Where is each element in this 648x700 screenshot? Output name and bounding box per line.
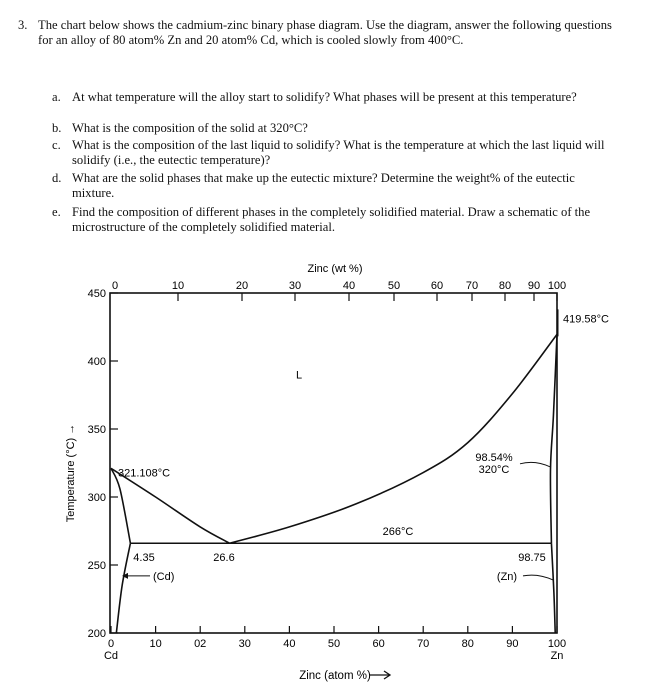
x-axis-arrow-icon [370,671,390,679]
region-label-zn: (Zn) [496,570,518,583]
x-end-label-cd: Cd [103,650,119,662]
subquestion-text: What is the composition of the last liquid to solidify? What is the temperature at which the last liquid will solidify (i.e., the eutectic temperature)? [72,138,605,167]
x-tick-label: 50 [327,638,341,650]
subquestion-label: b. [52,121,62,135]
top-tick-label: 30 [288,280,302,292]
subquestion-label: a. [52,90,61,104]
subquestion-label: e. [52,205,61,219]
x-tick-label: 80 [461,638,474,650]
region-label-cd: (Cd) [153,570,175,583]
x-tick-label: 60 [372,638,385,650]
y-tick-label: 200 [87,628,106,640]
y-tick-label: 400 [87,356,106,368]
liquidus-right-curve [230,334,557,543]
subquestion-c [52,138,612,167]
question-text: The chart below shows the cadmium-zinc binary phase diagram. Use the diagram, answer the following questions for an alloy of 80 atom% Zn and 20 atom% Cd, which is cooled slowly from 400°C. [38,18,612,47]
top-tick-label: 60 [430,280,444,292]
subquestion-text: What is the composition of the solid at 320°C? [72,121,308,135]
top-tick-label: 20 [235,280,249,292]
y-tick-label: 250 [87,560,106,572]
zn-melting-label: 419.58°C [563,313,609,326]
top-tick-label: 40 [342,280,356,292]
subquestion-e [52,205,612,234]
zn-solidus-320-label-temp: 320°C [478,463,510,476]
zn-solubility-label: 98.75 [518,552,546,565]
top-tick-label: 90 [527,280,541,292]
solvus-cd-curve [116,543,130,633]
top-tick-label: 0 [111,280,119,292]
question-3 [18,18,618,47]
subquestion-text: What are the solid phases that make up the eutectic mixture? Determine the weight% of the eutectic mixture. [72,171,575,200]
region-label-liquid: L [296,369,303,382]
x-tick-label: 10 [149,638,162,650]
top-tick-label: 70 [465,280,479,292]
y-axis-label: Temperature (°C) → [65,423,77,523]
subquestion-a [52,90,612,105]
zn-solidus-320-label-comp: 98.54% [475,451,513,464]
top-axis-label: Zinc (wt %) [307,263,363,275]
subquestion-label: d. [52,171,62,185]
x-tick-label: 100 [547,638,567,650]
zn-solidus-320-leader [520,462,550,466]
question-number: 3. [18,18,28,32]
top-tick-label: 50 [387,280,401,292]
phase-diagram-chart [0,245,648,700]
subquestion-label: c. [52,138,61,152]
y-tick-label: 350 [87,424,106,436]
x-tick-label: 90 [506,638,519,650]
region-zn-leader [523,575,553,580]
cd-solubility-label: 4.35 [133,552,155,565]
x-tick-label: 70 [417,638,430,650]
subquestion-b [52,121,612,136]
subquestion-d [52,171,612,200]
x-axis-label: Zinc (atom %) [299,670,371,682]
top-tick-label: 10 [171,280,185,292]
x-tick-label: 02 [194,638,207,650]
x-tick-label: 40 [283,638,296,650]
solvus-zn-curve [551,543,555,633]
y-tick-label: 450 [87,288,106,300]
y-tick-label: 300 [87,492,106,504]
subquestion-text: At what temperature will the alloy start to solidify? What phases will be present at this temperature? [72,90,577,104]
cd-melting-label: 321.108°C [118,467,171,480]
top-tick-label: 100 [547,280,567,292]
x-tick-label: 30 [238,638,251,650]
top-tick-label: 80 [498,280,512,292]
x-tick-label: 0 [107,638,115,650]
subquestion-text: Find the composition of different phases in the completely solidified material. Draw a schematic of the microstructure of the completely solidified material. [72,205,591,234]
eutectic-comp-label: 26.6 [213,552,235,565]
x-end-label-zn: Zn [550,650,564,662]
solidus-zn-curve [550,334,557,543]
eutectic-temp-label: 266°C [382,526,414,539]
